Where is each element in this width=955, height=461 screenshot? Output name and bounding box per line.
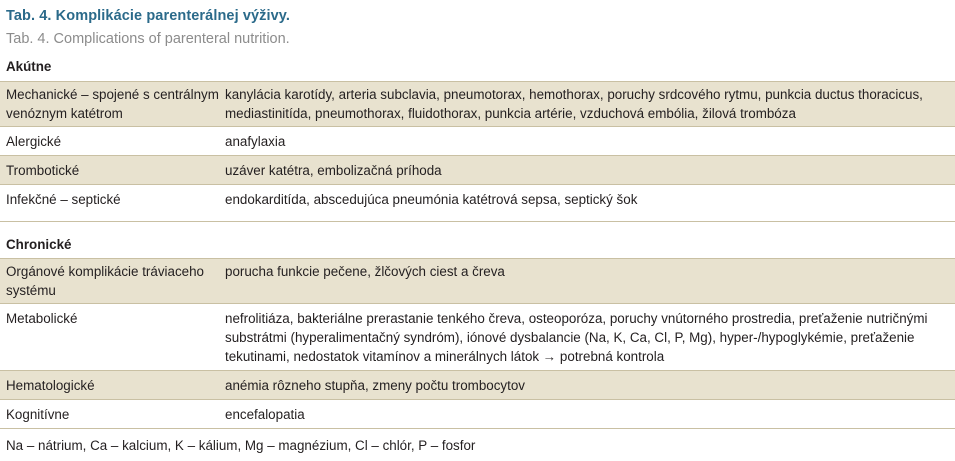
section-heading-row [0,53,955,82]
category-cell: Alergické [0,127,221,156]
table-row [0,82,955,127]
complications-table [0,53,955,429]
complications-cell: endokarditída, abscedujúca pneumónia katétrová sepsa, septický šok [221,185,955,214]
category-cell [0,259,221,304]
complications-cell: anémia rôzneho stupňa, zmeny počtu trombocytov [221,371,955,400]
table-row [0,400,955,429]
complications-cell: kanylácia karotídy, arteria subclavia, pneumotorax, hemothorax, poruchy srdcového rytmu, punkcia ductus thoracicus, mediastinitída, pneumothorax, fluidothorax, punkcia artérie, vzduchová embólia, žilová trombóza [221,82,955,127]
category-text: Mechanické – spojené s centrálnym venóznym katétrom [6,87,219,121]
table-subtitle: Tab. 4. Complications of parenteral nutrition. [6,31,290,47]
category-cell: Kognitívne [0,400,221,429]
section-heading-row [0,222,955,259]
category-text: Orgánové komplikácie tráviaceho systému [6,264,204,298]
spacer-row [0,213,955,222]
section-heading: Chronické [0,222,955,259]
table-row [0,185,955,214]
complications-cell: uzáver katétra, embolizačná príhoda [221,156,955,185]
category-cell: Metabolické [0,304,221,371]
category-cell: Infekčné – septické [0,185,221,214]
table-row [0,259,955,304]
table-title: Tab. 4. Komplikácie parenterálnej výživy. [6,8,291,24]
complications-cell: nefrolitiáza, bakteriálne prerastanie tenkého čreva, osteoporóza, poruchy vnútorného prostredia, preťaženie nutričnými substrátmi (hyperalimentačný syndróm), iónové dysbalancie (Na, K, Ca, Cl, P, Mg), hyper-/hypoglykémie, preťaženie tekutinami, nedostatok vitamínov a minerálnych látok → potrebná kontrola [221,304,955,371]
complications-cell: porucha funkcie pečene, žlčových ciest a čreva [221,259,955,304]
complications-cell: encefalopatia [221,400,955,429]
section-heading: Akútne [6,59,52,74]
table-row [0,304,955,371]
table-row [0,371,955,400]
category-cell [0,82,221,127]
table-row [0,127,955,156]
category-cell: Trombotické [0,156,221,185]
category-cell: Hematologické [0,371,221,400]
table-footnote: Na – nátrium, Ca – kalcium, K – kálium, Mg – magnézium, Cl – chlór, P – fosfor [6,438,476,453]
table-row [0,156,955,185]
complications-cell: anafylaxia [221,127,955,156]
